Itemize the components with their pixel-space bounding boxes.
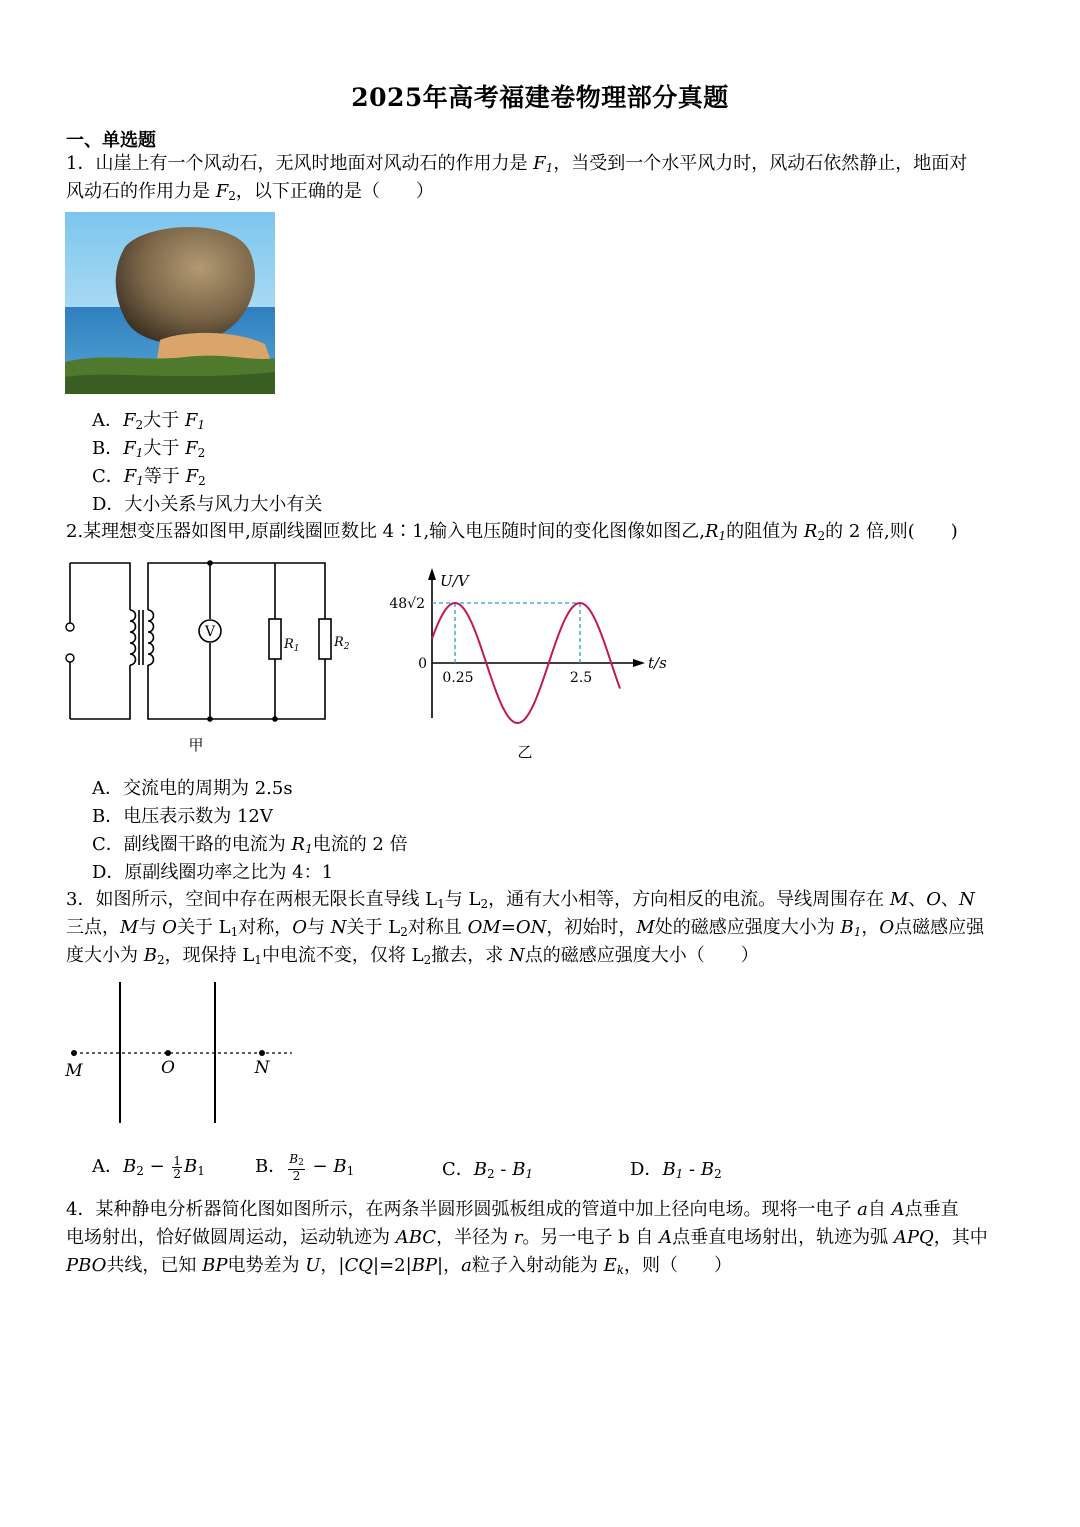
point-n-label: N [254, 1058, 270, 1078]
point-m-label: M [65, 1061, 83, 1081]
q4-stem-line1: 4．某种静电分析器简化图如图所示，在两条半圆形圆弧板组成的管道中加上径向电场。现将一电子 a自 A点垂直 [66, 1199, 959, 1220]
r2-label: $R_2$ [334, 635, 350, 652]
guide-lines [432, 603, 580, 663]
q1-stem-line2: 风动石的作用力是 $F_2$，以下正确的是（ ） [66, 181, 434, 203]
voltmeter-label: V [204, 624, 216, 640]
q4-stem-line3: PBO共线，已知 BP电势差为 U，|CQ|=2|BP|，a粒子入射动能为 $E_k$，则（ ） [66, 1255, 733, 1277]
voltage-time-graph [385, 560, 675, 765]
origin-label: 0 [418, 656, 427, 672]
q1-stem-line1: 1．山崖上有一个风动石，无风时地面对风动石的作用力是 $F_1$，当受到一个水平风力时，风动石依然静止，地面对 [66, 153, 968, 175]
x-axis-label: t/s [648, 654, 667, 672]
resistor-r2 [319, 619, 331, 659]
q3-option-c[interactable]: C．$B_2 - B_1$ [442, 1159, 534, 1181]
q3-stem-line3: 度大小为 $B_2$，现保持 $L_1$中电流不变，仅将 $L_2$撤去，求 N点的磁感应强度大小（ ） [66, 945, 759, 967]
transformer-circuit-diagram [60, 555, 360, 760]
wind-rock-photo [65, 212, 275, 394]
x-axis-arrow [633, 659, 645, 667]
y-axis-arrow [428, 568, 436, 580]
tick-label-2: 2.5 [569, 670, 593, 686]
r1-label: $R_1$ [284, 637, 300, 654]
peak-label: 48√2 [389, 596, 425, 612]
fig-a-caption: 甲 [188, 736, 204, 754]
q3-option-d[interactable]: D．$B_1 - B_2$ [630, 1159, 722, 1181]
q1-option-c[interactable]: C．$F_1$等于 $F_2$ [92, 466, 206, 488]
page-title: 2025年高考福建卷物理部分真题 [351, 83, 729, 112]
q1-option-d[interactable]: D．大小关系与风力大小有关 [92, 494, 323, 515]
section-heading: 一、单选题 [66, 130, 156, 151]
resistor-r1 [269, 619, 281, 659]
q1-option-a[interactable]: A．$F_2$大于 $F_1$ [92, 410, 206, 432]
q2-option-b[interactable]: B．电压表示数为 12V [92, 806, 273, 827]
q2-option-d[interactable]: D．原副线圈功率之比为 4：1 [92, 862, 334, 883]
q2-stem-line1: 2.某理想变压器如图甲,原副线圈匝数比 4∶1,输入电压随时间的变化图像如图乙$,R_1$的阻值为 $R_2$的 2 倍,则( ) [66, 521, 958, 543]
q4-stem-line2: 电场射出，恰好做圆周运动，运动轨迹为 ABC，半径为 r。另一电子 b 自 A点垂直电场射出，轨迹为弧 APQ，其中 [66, 1227, 988, 1248]
point-o-label: O [161, 1058, 175, 1078]
q2-option-a[interactable]: A．交流电的周期为 2.5s [92, 778, 293, 799]
q3-option-a[interactable]: A．$B_2$ − $\frac{1}{2}$ $B_1$ [92, 1153, 205, 1181]
q3-stem-line1: 3．如图所示，空间中存在两根无限长直导线 $L_1$与 $L_2$，通有大小相等，方向相反的电流。导线周围存在 M、O、N [66, 889, 975, 911]
q3-option-b[interactable]: B． $\frac{B_2}{2}$ − $B_1$ [255, 1151, 355, 1183]
y-axis-label: U/V [440, 572, 469, 590]
q2-option-c[interactable]: C．副线圈干路的电流为 $R_1$电流的 2 倍 [92, 834, 408, 856]
q3-stem-line2: 三点，M与 O关于 $L_1$对称，O与 N关于 $L_2$对称且 OM=ON，初始时，M处的磁感应强度大小为 $B_1$，O点磁感应强 [66, 917, 985, 939]
tick-label-1: 0.25 [442, 670, 474, 686]
fig-b-caption: 乙 [517, 743, 533, 761]
q1-option-b[interactable]: B．$F_1$大于 $F_2$ [92, 438, 206, 460]
wires-diagram [60, 980, 300, 1125]
